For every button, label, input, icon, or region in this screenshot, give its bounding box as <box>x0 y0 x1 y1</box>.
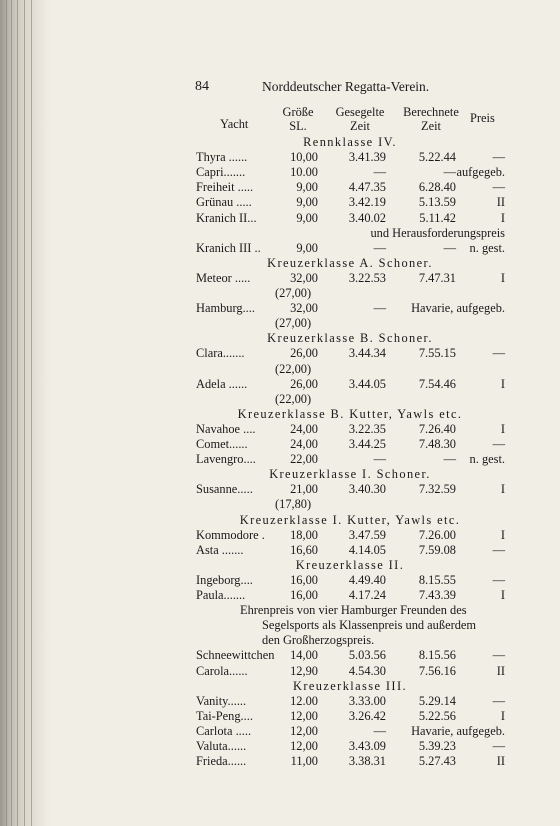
prize-value: I <box>500 211 505 225</box>
sailed-time: 3.38.31 <box>348 754 386 768</box>
yacht-name: Vanity...... <box>196 694 247 708</box>
size-value: 22,00 <box>290 452 318 466</box>
prize-value: II <box>496 664 505 678</box>
section-heading: Kreuzerklasse B. Kutter, Yawls etc. <box>237 407 463 421</box>
yacht-name: Kranich III .. <box>196 241 261 255</box>
sailed-time: 3.47.59 <box>348 528 386 542</box>
section-heading: Kreuzerklasse III. <box>293 679 407 693</box>
col-header-size-1: Größe <box>282 105 314 119</box>
sailed-time: 3.41.39 <box>348 150 386 164</box>
prize-value: II <box>496 754 505 768</box>
col-header-sailed-1: Gesegelte <box>335 105 385 119</box>
col-header-sailed-2: Zeit <box>350 119 370 133</box>
yacht-name: Navahoe .... <box>196 422 256 436</box>
sailed-time: 4.49.40 <box>348 573 386 587</box>
yacht-name: Hamburg.... <box>196 301 255 315</box>
prize-value: — <box>492 648 505 662</box>
calculated-time: 7.59.08 <box>418 543 456 557</box>
sailed-time: 4.14.05 <box>348 543 386 557</box>
sailed-time: 3.33.00 <box>348 694 386 708</box>
sailed-time: 3.43.09 <box>348 739 386 753</box>
col-header-yacht: Yacht <box>220 117 249 131</box>
calculated-time: 7.26.00 <box>418 528 456 542</box>
size-value: 16,00 <box>290 588 318 602</box>
section-heading: Kreuzerklasse II. <box>295 558 405 572</box>
prize-value: I <box>500 709 505 723</box>
section-heading: Kreuzerklasse B. Schoner. <box>267 331 433 345</box>
size-value: 24,00 <box>290 437 318 451</box>
calculated-time: 7.43.39 <box>418 588 456 602</box>
calculated-time: — <box>443 165 456 179</box>
yacht-name: Frieda...... <box>196 754 247 768</box>
sailed-time: 3.40.02 <box>348 211 386 225</box>
sailed-time: — <box>373 724 386 738</box>
size-value: 14,00 <box>290 648 318 662</box>
section-heading: Kreuzerklasse I. Schoner. <box>269 467 431 481</box>
calculated-time: 5.22.56 <box>418 709 456 723</box>
sailed-time: 4.47.35 <box>348 180 386 194</box>
sailed-time: 4.17.24 <box>348 588 386 602</box>
yacht-name: Susanne..... <box>196 482 253 496</box>
calculated-time: 5.39.23 <box>418 739 456 753</box>
calculated-time: 5.27.43 <box>418 754 456 768</box>
sailed-time: 3.44.05 <box>348 377 386 391</box>
calculated-time: 7.56.16 <box>418 664 456 678</box>
yacht-name: Valuta...... <box>196 739 247 753</box>
size-value: 18,00 <box>290 528 318 542</box>
prize-value: n. gest. <box>469 452 505 466</box>
calculated-time: 5.13.59 <box>418 195 456 209</box>
calculated-time: 7.47.31 <box>418 271 456 285</box>
size-value: 9,00 <box>296 195 318 209</box>
prize-note: den Großherzogspreis. <box>262 633 375 647</box>
sailed-time: 4.54.30 <box>348 664 386 678</box>
yacht-name: Lavengro.... <box>196 452 256 466</box>
size-value: 32,00 <box>290 271 318 285</box>
size-value: 12,00 <box>290 724 318 738</box>
size-value: 11,00 <box>290 754 318 768</box>
yacht-name: Asta ....... <box>196 543 244 557</box>
prize-value: I <box>500 422 505 436</box>
yacht-name: Tai-Peng.... <box>196 709 253 723</box>
yacht-name: Schneewittchen <box>196 648 275 662</box>
reduced-size-value: (17,80) <box>275 497 312 511</box>
size-value: 26,00 <box>290 377 318 391</box>
prize-value: I <box>500 528 505 542</box>
yacht-name: Comet...... <box>196 437 248 451</box>
prize-value: — <box>492 346 505 360</box>
calculated-time: 8.15.55 <box>418 573 456 587</box>
prize-note: und Herausforderungspreis <box>370 226 505 240</box>
size-value: 12.00 <box>290 694 318 708</box>
calculated-time: 7.48.30 <box>418 437 456 451</box>
prize-value: I <box>500 588 505 602</box>
size-value: 16,00 <box>290 573 318 587</box>
prize-note: Segelsports als Klassenpreis und außerdem <box>262 618 477 632</box>
running-title: Norddeutscher Regatta-Verein. <box>262 79 430 94</box>
prize-value: II <box>496 195 505 209</box>
result-note: Havarie, aufgegeb. <box>411 301 505 315</box>
prize-value: I <box>500 377 505 391</box>
prize-value: I <box>500 271 505 285</box>
sailed-time: — <box>373 452 386 466</box>
sailed-time: — <box>373 165 386 179</box>
size-value: 26,00 <box>290 346 318 360</box>
reduced-size-value: (27,00) <box>275 286 312 300</box>
calculated-time: 7.55.15 <box>418 346 456 360</box>
size-value: 21,00 <box>290 482 318 496</box>
sailed-time: 5.03.56 <box>348 648 386 662</box>
page-number: 84 <box>195 79 209 94</box>
size-value: 12,00 <box>290 709 318 723</box>
calculated-time: — <box>443 241 456 255</box>
col-header-calc-1: Berechnete <box>403 105 459 119</box>
section-heading: Kreuzerklasse A. Schoner. <box>267 256 433 270</box>
size-value: 16,60 <box>290 543 318 557</box>
size-value: 10,00 <box>290 150 318 164</box>
yacht-name: Thyra ...... <box>196 150 248 164</box>
calculated-time: 7.54.46 <box>418 377 456 391</box>
calculated-time: 7.26.40 <box>418 422 456 436</box>
reduced-size-value: (27,00) <box>275 316 312 330</box>
prize-value: aufgegeb. <box>456 165 505 179</box>
prize-value: I <box>500 482 505 496</box>
yacht-name: Meteor ..... <box>196 271 251 285</box>
sailed-time: 3.22.35 <box>348 422 386 436</box>
sailed-time: 3.44.34 <box>348 346 386 360</box>
yacht-name: Kommodore . <box>196 528 265 542</box>
size-value: 9,00 <box>296 241 318 255</box>
sailed-time: 3.26.42 <box>348 709 386 723</box>
prize-value: — <box>492 694 505 708</box>
yacht-name: Adela ...... <box>196 377 248 391</box>
yacht-name: Carola...... <box>196 664 248 678</box>
yacht-name: Paula....... <box>196 588 246 602</box>
sailed-time: — <box>373 301 386 315</box>
size-value: 32,00 <box>290 301 318 315</box>
section-heading: Kreuzerklasse I. Kutter, Yawls etc. <box>239 513 461 527</box>
calculated-time: 5.29.14 <box>418 694 456 708</box>
section-heading: Rennklasse IV. <box>303 135 397 149</box>
col-header-calc-2: Zeit <box>421 119 441 133</box>
reduced-size-value: (22,00) <box>275 362 312 376</box>
prize-note: Ehrenpreis von vier Hamburger Freunden des <box>240 603 467 617</box>
prize-value: n. gest. <box>469 241 505 255</box>
size-value: 9,00 <box>296 180 318 194</box>
size-value: 12,90 <box>290 664 318 678</box>
yacht-name: Ingeborg.... <box>196 573 253 587</box>
calculated-time: — <box>443 452 456 466</box>
sailed-time: 3.44.25 <box>348 437 386 451</box>
col-header-prize: Preis <box>470 111 495 125</box>
reduced-size-value: (22,00) <box>275 392 312 406</box>
calculated-time: 6.28.40 <box>418 180 456 194</box>
prize-value: — <box>492 543 505 557</box>
size-value: 24,00 <box>290 422 318 436</box>
col-header-size-2: SL. <box>289 119 307 133</box>
yacht-name: Freiheit ..... <box>196 180 254 194</box>
prize-value: — <box>492 437 505 451</box>
yacht-name: Capri....... <box>196 165 246 179</box>
prize-value: — <box>492 150 505 164</box>
yacht-name: Grünau ..... <box>196 195 252 209</box>
result-note: Havarie, aufgegeb. <box>411 724 505 738</box>
prize-value: — <box>492 180 505 194</box>
sailed-time: 3.40.30 <box>348 482 386 496</box>
calculated-time: 5.22.44 <box>418 150 456 164</box>
calculated-time: 5.11.42 <box>419 211 456 225</box>
yacht-name: Carlota ..... <box>196 724 252 738</box>
size-value: 12,00 <box>290 739 318 753</box>
size-value: 9,00 <box>296 211 318 225</box>
yacht-name: Clara....... <box>196 346 245 360</box>
prize-value: — <box>492 573 505 587</box>
size-value: 10.00 <box>290 165 318 179</box>
sailed-time: 3.42.19 <box>348 195 386 209</box>
calculated-time: 8.15.56 <box>418 648 456 662</box>
yacht-name: Kranich II... <box>196 211 257 225</box>
prize-value: — <box>492 739 505 753</box>
sailed-time: 3.22.53 <box>348 271 386 285</box>
sailed-time: — <box>373 241 386 255</box>
calculated-time: 7.32.59 <box>418 482 456 496</box>
